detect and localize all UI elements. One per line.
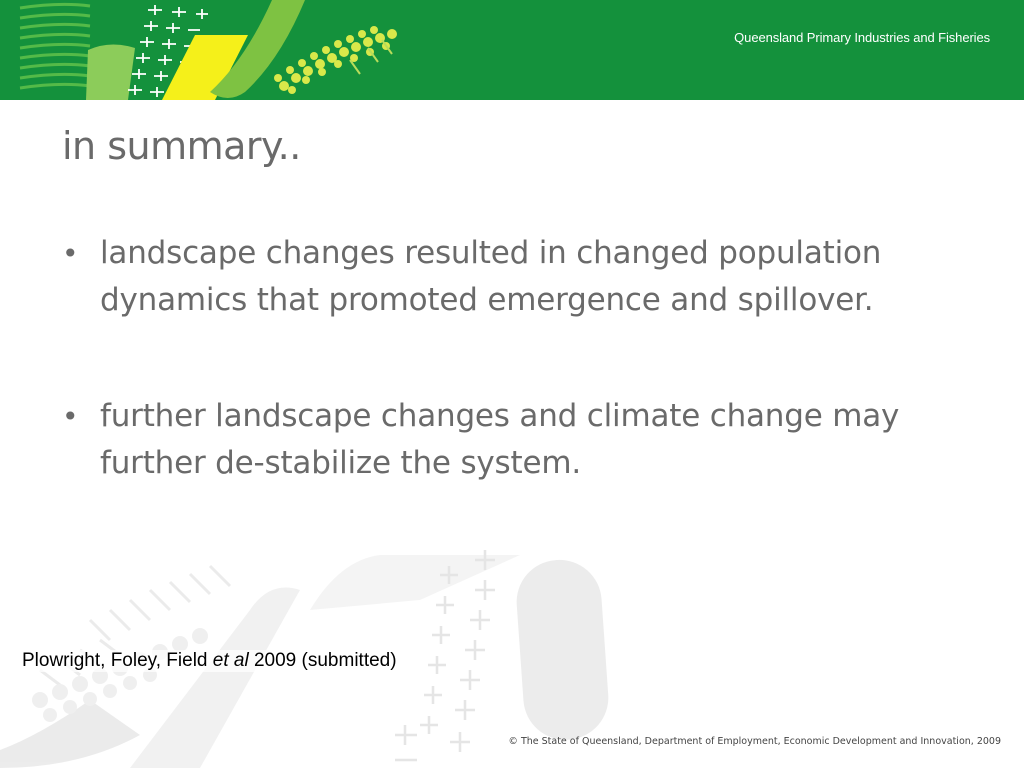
curved-stripes <box>20 4 90 88</box>
citation-authors: Plowright, Foley, Field <box>22 650 213 671</box>
bullet-marker: • <box>62 237 79 270</box>
bullet-list <box>62 230 962 556</box>
watermark-graphic <box>0 520 640 768</box>
bullet-marker: • <box>62 400 79 433</box>
bullet-item <box>62 393 962 487</box>
organization-name: Queensland Primary Industries and Fisheries <box>734 30 990 45</box>
dotted-band <box>274 26 397 94</box>
banner-graphic <box>0 0 1024 100</box>
bullet-text: further landscape changes and climate change may further de-stabilize the system. <box>100 398 900 481</box>
copyright-notice: © The State of Queensland, Department of Employment, Economic Development and Innovation, 2009 <box>508 736 1001 747</box>
slide-title: in summary.. <box>62 124 301 168</box>
citation <box>22 650 397 672</box>
citation-et-al: et al <box>212 650 249 671</box>
pale-green-bar <box>86 44 135 100</box>
bullet-item <box>62 230 962 324</box>
bullet-text: landscape changes resulted in changed population dynamics that promoted emergence and spillover. <box>100 235 882 318</box>
citation-year: 2009 (submitted) <box>248 650 397 671</box>
header-banner <box>0 0 1024 100</box>
